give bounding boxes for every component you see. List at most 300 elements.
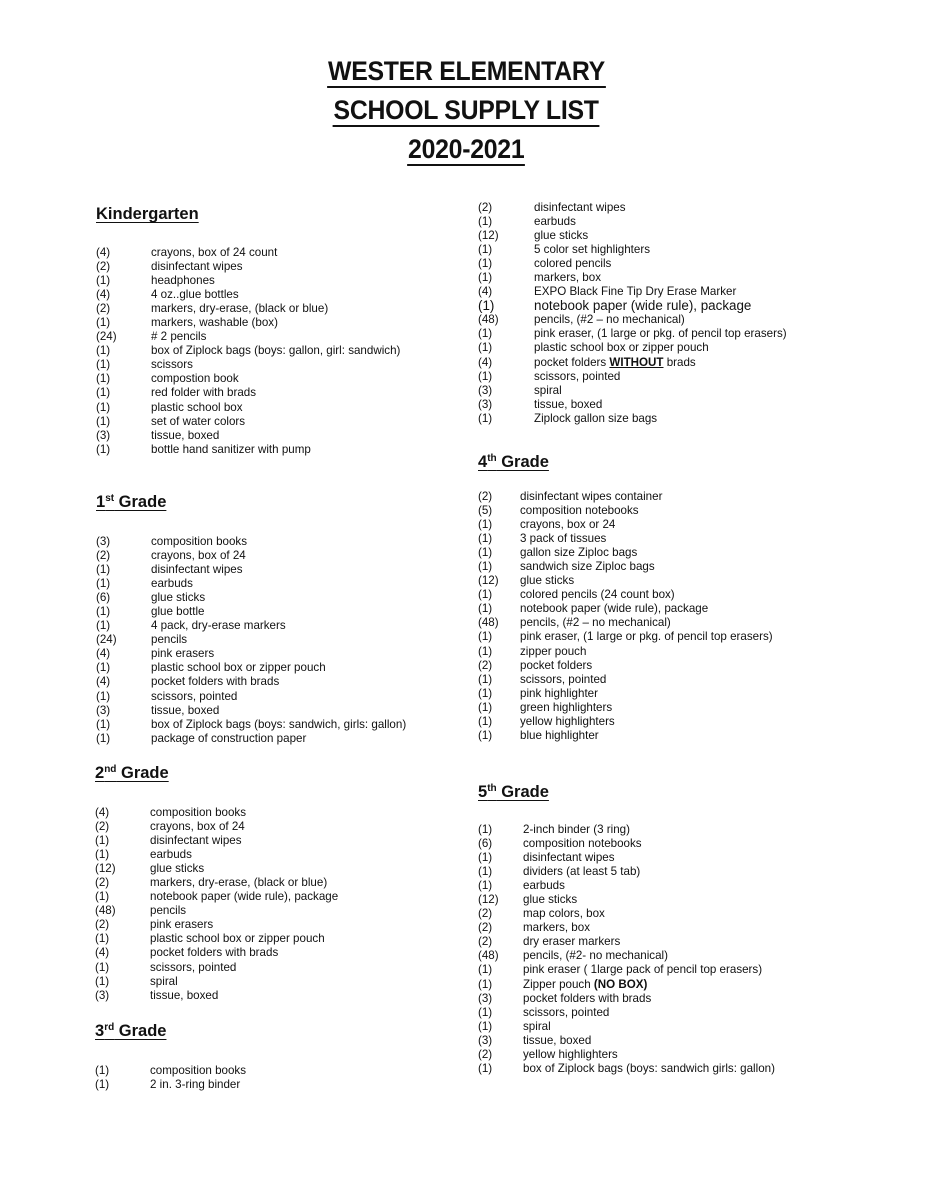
item-description-text: pencils xyxy=(151,633,188,647)
item-description-text: blue highlighter xyxy=(520,728,599,742)
item-description-text: disinfectant wipes xyxy=(151,260,243,274)
item-description xyxy=(151,549,246,563)
item-quantity: (2) xyxy=(95,876,110,890)
item-description xyxy=(523,865,640,879)
item-quantity: (1) xyxy=(95,1064,110,1077)
item-description xyxy=(523,1006,609,1020)
list-item xyxy=(478,546,773,560)
item-description-text: disinfectant wipes xyxy=(151,563,243,577)
list-item xyxy=(478,630,773,644)
list-item xyxy=(478,992,775,1006)
item-quantity: (1) xyxy=(478,644,493,658)
item-description-text: tissue, boxed xyxy=(150,988,219,1002)
item-description xyxy=(534,243,650,257)
item-description-text: plastic school box xyxy=(151,400,243,414)
item-quantity: (2) xyxy=(96,260,111,274)
item-description xyxy=(151,344,400,358)
item-description xyxy=(523,907,605,921)
item-description xyxy=(534,313,685,327)
grade5-section xyxy=(478,778,775,1076)
item-description-text: pink eraser, (1 large or pkg. of pencil top erasers) xyxy=(520,630,773,644)
item-description-text: notebook paper (wide rule), package xyxy=(520,602,709,616)
item-description-text: composition notebooks xyxy=(520,504,639,518)
item-quantity: (1) xyxy=(478,630,493,644)
item-description-text: zipper pouch xyxy=(520,644,587,658)
list-item xyxy=(96,633,406,647)
item-description-text: composition books xyxy=(150,1064,247,1077)
list-item xyxy=(96,401,400,415)
item-quantity: (1) xyxy=(478,977,493,991)
list-item xyxy=(478,865,775,879)
item-description-text: tissue, boxed xyxy=(523,1033,592,1047)
item-description-text: pencils xyxy=(150,904,187,918)
item-description xyxy=(151,661,326,675)
item-description-text: compostion book xyxy=(151,372,239,386)
item-quantity: (1) xyxy=(478,602,493,616)
list-item xyxy=(96,661,406,675)
list-item xyxy=(478,823,775,837)
list-item xyxy=(96,344,400,358)
item-quantity: (1) xyxy=(96,358,111,372)
item-description xyxy=(150,862,204,876)
grade1-heading-suffix: st xyxy=(105,493,115,504)
item-description-text: map colors, box xyxy=(523,907,605,921)
grade5-heading-number: 5 xyxy=(478,783,488,801)
item-description xyxy=(520,504,639,518)
item-description xyxy=(520,645,586,659)
item-description xyxy=(523,1020,551,1034)
item-description xyxy=(151,605,205,619)
item-quantity: (1) xyxy=(478,728,493,742)
list-item xyxy=(96,690,406,704)
list-item xyxy=(478,504,773,518)
item-quantity: (1) xyxy=(96,619,111,633)
item-quantity: (2) xyxy=(478,935,493,949)
list-item xyxy=(95,1064,246,1078)
item-description-text: composition books xyxy=(150,806,247,819)
item-quantity: (1) xyxy=(478,1005,493,1019)
item-quantity: (1) xyxy=(478,700,493,714)
list-item xyxy=(478,588,773,602)
item-quantity: (1) xyxy=(478,851,493,865)
list-item xyxy=(478,851,775,865)
item-description-text: sandwich size Ziploc bags xyxy=(520,560,655,574)
item-quantity: (1) xyxy=(478,879,493,893)
item-description-text: markers, box xyxy=(523,921,591,935)
item-quantity: (12) xyxy=(95,862,116,876)
item-quantity: (1) xyxy=(478,546,493,560)
list-item xyxy=(478,645,773,659)
grade2-heading-number: 2 xyxy=(95,764,105,782)
list-item xyxy=(478,574,773,588)
item-description xyxy=(151,316,278,330)
list-item xyxy=(478,879,775,893)
item-description-text: earbuds xyxy=(523,879,565,893)
item-description-text: EXPO Black Fine Tip Dry Erase Marker xyxy=(534,285,737,299)
item-description-text: markers, dry-erase, (black or blue) xyxy=(150,876,328,890)
item-description xyxy=(151,330,206,344)
list-item xyxy=(478,893,775,907)
item-description xyxy=(520,546,637,560)
item-description-text: pencils, (#2- no mechanical) xyxy=(523,949,668,963)
item-quantity: (1) xyxy=(96,274,111,288)
item-quantity: (1) xyxy=(478,588,493,602)
list-item xyxy=(95,820,338,834)
item-description xyxy=(523,992,651,1006)
list-item xyxy=(478,398,787,412)
grade2-heading xyxy=(95,759,338,784)
grade4-heading-text: Grade xyxy=(496,453,549,471)
item-description-text: crayons, box of 24 xyxy=(150,820,245,834)
item-quantity: (1) xyxy=(478,341,493,355)
item-quantity: (3) xyxy=(478,1033,493,1047)
item-description-text: box of Ziplock bags (boys: sandwich girls: gallon) xyxy=(523,1061,775,1075)
grade3-heading-number: 3 xyxy=(95,1022,105,1040)
item-description xyxy=(151,704,219,718)
item-description xyxy=(151,633,187,647)
list-item xyxy=(95,904,338,918)
item-quantity: (12) xyxy=(478,574,499,588)
item-quantity: (1) xyxy=(96,605,111,619)
item-quantity: (4) xyxy=(95,806,110,819)
grade5-heading-text: Grade xyxy=(496,783,549,801)
item-description xyxy=(150,961,236,975)
list-item xyxy=(478,356,787,370)
grade3-list xyxy=(95,1064,246,1092)
list-item xyxy=(95,876,338,890)
item-description-text: scissors, pointed xyxy=(523,1005,610,1019)
item-description-text: yellow highlighters xyxy=(520,714,615,728)
list-item xyxy=(478,963,775,977)
item-description xyxy=(150,848,192,862)
item-description-text: box of Ziplock bags (boys: sandwich, girls: gallon) xyxy=(151,717,407,731)
item-quantity: (1) xyxy=(478,672,493,686)
item-quantity: (2) xyxy=(478,907,493,921)
item-description-text: colored pencils (24 count box) xyxy=(520,588,675,602)
item-description xyxy=(520,659,592,673)
item-quantity: (1) xyxy=(478,823,493,836)
item-quantity: (12) xyxy=(478,893,499,907)
item-description xyxy=(151,372,239,386)
list-item xyxy=(96,274,400,288)
grade3-section xyxy=(95,1017,246,1092)
list-item xyxy=(96,535,406,549)
item-quantity: (4) xyxy=(96,288,111,302)
item-quantity: (1) xyxy=(478,411,493,425)
item-description xyxy=(520,715,615,729)
item-description-text: glue sticks xyxy=(523,893,578,907)
list-item xyxy=(478,257,787,271)
list-item xyxy=(96,563,406,577)
item-description xyxy=(150,1064,246,1078)
list-item xyxy=(478,327,787,341)
item-description xyxy=(534,327,787,341)
item-description-text: pocket folders with brads xyxy=(150,946,279,960)
list-title-text: SCHOOL SUPPLY LIST xyxy=(333,95,599,125)
list-item xyxy=(478,229,787,243)
list-item xyxy=(478,715,773,729)
list-item xyxy=(96,415,400,429)
item-description xyxy=(520,687,598,701)
item-quantity: (1) xyxy=(96,400,111,414)
item-quantity: (3) xyxy=(96,428,111,442)
item-description xyxy=(151,690,237,704)
item-quantity: (1) xyxy=(478,369,493,383)
item-description-text: glue sticks xyxy=(520,574,575,588)
kindergarten-section xyxy=(96,203,400,457)
item-description xyxy=(523,1048,618,1062)
kindergarten-list xyxy=(96,246,400,457)
item-description-text: disinfectant wipes xyxy=(523,851,615,865)
item-description xyxy=(520,574,574,588)
list-item xyxy=(478,313,787,327)
item-quantity: (3) xyxy=(478,991,493,1005)
item-description xyxy=(151,619,286,633)
item-quantity: (1) xyxy=(96,731,111,745)
item-quantity: (1) xyxy=(95,960,110,974)
item-description xyxy=(150,904,186,918)
grade4-list xyxy=(478,490,773,743)
item-quantity: (2) xyxy=(95,820,110,834)
item-description-text: earbuds xyxy=(151,577,193,591)
school-name xyxy=(0,52,932,91)
item-quantity: (3) xyxy=(96,703,111,717)
item-description-text: pink erasers xyxy=(151,647,215,661)
list-item xyxy=(478,701,773,715)
grade1-section xyxy=(96,488,406,746)
item-description xyxy=(151,246,277,260)
item-description xyxy=(534,398,602,412)
grade3-heading xyxy=(95,1017,246,1042)
item-description-text: package of construction paper xyxy=(151,731,307,745)
item-quantity: (1) xyxy=(95,890,110,904)
list-item xyxy=(478,1048,775,1062)
item-description xyxy=(150,806,246,820)
list-item xyxy=(96,704,406,718)
grade2-heading-text: Grade xyxy=(116,764,169,782)
item-description-text: glue bottle xyxy=(151,605,205,619)
item-description xyxy=(150,1078,240,1092)
item-description-text: earbuds xyxy=(150,848,192,862)
item-quantity: (48) xyxy=(478,313,499,327)
item-description-text: 2-inch binder (3 ring) xyxy=(523,823,630,836)
item-description xyxy=(534,271,601,285)
item-description-text: scissors, pointed xyxy=(534,369,621,383)
item-description-text: spiral xyxy=(534,383,562,397)
list-item xyxy=(478,490,773,504)
item-description xyxy=(150,932,325,946)
grade4-heading-suffix: th xyxy=(487,453,497,464)
school-year xyxy=(0,130,932,169)
item-quantity: (1) xyxy=(95,1078,110,1092)
item-description-text: earbuds xyxy=(534,215,576,229)
item-quantity: (1) xyxy=(95,932,110,946)
item-bold-note: (NO BOX) xyxy=(593,977,648,991)
list-item xyxy=(478,1034,775,1048)
item-description-text: red folder with brads xyxy=(151,386,257,400)
item-description xyxy=(534,229,588,243)
list-item xyxy=(478,729,773,743)
list-title xyxy=(0,91,932,130)
list-item xyxy=(95,946,338,960)
item-quantity: (1) xyxy=(95,848,110,862)
item-quantity: (1) xyxy=(478,518,493,532)
item-description-text: pink eraser ( 1large pack of pencil top erasers) xyxy=(523,963,763,977)
list-item xyxy=(96,647,406,661)
item-quantity: (1) xyxy=(478,865,493,879)
item-description-text: pocket folders with brads xyxy=(151,675,280,689)
item-description-text: notebook paper (wide rule), package xyxy=(534,298,752,314)
grade2-heading-suffix: nd xyxy=(104,764,117,775)
item-description-text: plastic school box or zipper pouch xyxy=(150,932,325,946)
grade3-heading-suffix: rd xyxy=(104,1022,115,1033)
item-description xyxy=(523,1062,775,1076)
item-description-text: composition books xyxy=(151,535,248,548)
grade4-heading xyxy=(478,448,773,473)
item-description xyxy=(534,412,657,426)
item-description-text: plastic school box or zipper pouch xyxy=(534,341,709,355)
item-description xyxy=(534,201,626,215)
item-quantity: (1) xyxy=(478,1061,493,1075)
item-description-text: composition notebooks xyxy=(523,837,642,851)
list-item xyxy=(478,271,787,285)
item-description-text: crayons, box of 24 xyxy=(151,549,246,563)
list-item xyxy=(478,560,773,574)
item-quantity: (1) xyxy=(478,298,495,314)
item-description xyxy=(523,879,565,893)
list-item xyxy=(478,949,775,963)
item-description xyxy=(151,591,205,605)
grade4-section xyxy=(478,448,773,743)
item-description xyxy=(520,729,599,743)
list-item xyxy=(96,246,400,260)
item-quantity: (1) xyxy=(96,442,111,456)
item-description-text: tissue, boxed xyxy=(151,703,220,717)
item-description-text: markers, washable (box) xyxy=(151,316,278,330)
item-description xyxy=(151,535,247,549)
item-quantity: (5) xyxy=(478,504,493,518)
list-item xyxy=(478,285,787,299)
item-description-text: disinfectant wipes container xyxy=(520,490,663,503)
list-item xyxy=(96,302,400,316)
item-description-text: green highlighters xyxy=(520,700,613,714)
item-emphasis: WITHOUT xyxy=(609,355,664,369)
item-description xyxy=(151,415,245,429)
item-description xyxy=(534,341,709,355)
grade5-heading xyxy=(478,778,775,803)
item-quantity: (2) xyxy=(96,549,111,563)
item-description-text: tissue, boxed xyxy=(151,428,220,442)
item-description xyxy=(520,588,675,602)
item-description-text: glue sticks xyxy=(150,862,205,876)
list-item xyxy=(95,834,338,848)
list-item xyxy=(96,591,406,605)
item-description-text: scissors, pointed xyxy=(150,960,237,974)
item-quantity: (2) xyxy=(478,201,493,214)
item-description xyxy=(150,918,213,932)
list-item xyxy=(478,659,773,673)
item-description-text: set of water colors xyxy=(151,414,246,428)
grade2-section xyxy=(95,759,338,1003)
item-quantity: (1) xyxy=(96,414,111,428)
item-description xyxy=(534,370,620,384)
list-item xyxy=(95,890,338,904)
item-description xyxy=(150,975,178,989)
list-item xyxy=(96,718,406,732)
item-description-text: crayons, box of 24 count xyxy=(151,246,278,259)
item-description xyxy=(520,518,615,532)
item-quantity: (1) xyxy=(478,714,493,728)
item-description xyxy=(151,577,193,591)
item-description xyxy=(520,673,606,687)
item-description xyxy=(151,443,311,457)
item-quantity: (4) xyxy=(96,647,111,661)
item-quantity: (1) xyxy=(478,243,493,257)
item-description-text: pink highlighter xyxy=(520,686,598,700)
item-description xyxy=(523,935,620,949)
list-item xyxy=(478,341,787,355)
list-item xyxy=(478,370,787,384)
item-quantity: (1) xyxy=(96,577,111,591)
item-description-text: glue sticks xyxy=(534,229,589,243)
item-quantity: (4) xyxy=(96,246,111,259)
list-item xyxy=(478,412,787,426)
item-description xyxy=(523,893,577,907)
item-quantity: (2) xyxy=(478,921,493,935)
item-description xyxy=(534,356,696,370)
list-item xyxy=(478,978,775,992)
list-item xyxy=(96,443,400,457)
item-description xyxy=(523,851,615,865)
item-description-text: scissors xyxy=(151,358,193,372)
list-item xyxy=(478,201,787,215)
item-quantity: (3) xyxy=(96,535,111,548)
list-item xyxy=(96,675,406,689)
list-item xyxy=(478,243,787,257)
item-description-text: bottle hand sanitizer with pump xyxy=(151,442,311,456)
item-description-text: markers, dry-erase, (black or blue) xyxy=(151,302,329,316)
item-quantity: (2) xyxy=(478,658,493,672)
list-item xyxy=(95,918,338,932)
list-item xyxy=(96,577,406,591)
item-description xyxy=(520,560,655,574)
item-quantity: (1) xyxy=(96,344,111,358)
item-quantity: (1) xyxy=(95,834,110,848)
item-description-text: scissors, pointed xyxy=(151,689,238,703)
item-quantity: (1) xyxy=(95,974,110,988)
list-item xyxy=(478,518,773,532)
item-description xyxy=(150,989,218,1003)
grade3-continued-section xyxy=(478,201,787,426)
item-description-text: disinfectant wipes xyxy=(150,834,242,848)
item-description xyxy=(523,949,668,963)
grade3-heading-text: Grade xyxy=(114,1022,167,1040)
item-description-text: dividers (at least 5 tab) xyxy=(523,865,641,879)
item-description-text: Ziplock gallon size bags xyxy=(534,411,658,425)
item-description-text: spiral xyxy=(150,974,178,988)
item-description-text: Zipper pouch xyxy=(523,977,594,991)
list-item xyxy=(478,616,773,630)
item-description-text: notebook paper (wide rule), package xyxy=(150,890,339,904)
grade4-heading-number: 4 xyxy=(478,453,488,471)
item-quantity: (1) xyxy=(478,532,493,546)
item-description xyxy=(151,260,243,274)
item-description xyxy=(151,274,215,288)
item-description xyxy=(151,429,219,443)
item-quantity: (4) xyxy=(478,285,493,299)
item-quantity: (1) xyxy=(96,563,111,577)
kindergarten-heading: Kindergarten xyxy=(96,205,199,223)
